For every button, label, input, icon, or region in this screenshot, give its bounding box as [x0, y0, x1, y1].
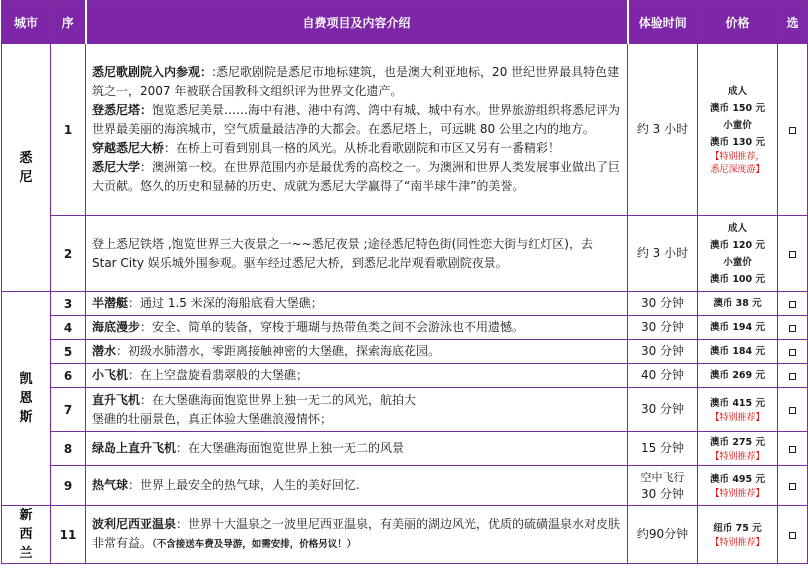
price-cell: 澳币 184 元 — [698, 340, 778, 364]
item-title: 海底漫步 — [92, 320, 141, 334]
desc-cell — [86, 216, 628, 292]
time-cell: 30 分钟 — [628, 292, 698, 316]
item-title: 悉尼歌剧院入内参观： — [92, 65, 213, 79]
price-cell — [698, 432, 778, 466]
price-cell — [698, 216, 778, 292]
time-line: 空中飞行 — [640, 470, 685, 484]
time-cell: 40 分钟 — [628, 364, 698, 388]
item-text: 登上悉尼铁塔 ,饱览世界三大夜景之一~~悉尼夜景 ;途径悉尼特色街(同性恋大街与红灯区)，去 Star City 娱乐城外围参观。驱车经过悉尼大桥，到悉尼北岸观看歌剧院夜景。 — [92, 236, 593, 270]
city-cell-nz: 新西兰 — [2, 506, 51, 564]
header-desc: 自费项目及内容介绍 — [86, 1, 628, 44]
adult-price: 澳币 120 元 — [710, 239, 765, 251]
price-cell: 澳币 38 元 — [698, 292, 778, 316]
item-text: ：在大堡礁海面饱览世界上独一无二的风光，航拍大 — [140, 392, 417, 407]
price-value: 纽币 75 元 — [713, 522, 762, 534]
desc-cell — [86, 388, 628, 432]
item-title: 半潜艇 — [92, 296, 129, 310]
time-cell: 30 分钟 — [628, 340, 698, 364]
seq-cell: 8 — [51, 432, 86, 466]
item-text: ：安全、简单的装备，穿梭于珊瑚与热带鱼类之间不会游泳也不用遗憾。 — [140, 320, 525, 334]
child-label: 小童价 — [723, 256, 752, 268]
desc-cell — [86, 364, 628, 388]
recommend-badge: 【特别推荐， — [710, 151, 765, 162]
recommend-badge: 【特别推荐】 — [710, 412, 765, 423]
select-checkbox[interactable] — [789, 373, 796, 380]
table-row — [2, 506, 808, 564]
desc-cell — [86, 340, 628, 364]
child-label: 小童价 — [723, 119, 752, 131]
city-cell-sydney: 悉尼 — [2, 44, 51, 292]
select-checkbox[interactable] — [789, 446, 796, 453]
seq-cell: 9 — [51, 466, 86, 506]
header-seq: 序 — [51, 1, 86, 44]
select-cell — [778, 466, 808, 506]
desc-cell — [86, 292, 628, 316]
price-value: 澳币 495 元 — [710, 473, 765, 485]
seq-cell: 3 — [51, 292, 86, 316]
time-cell: 约 3 小时 — [628, 216, 698, 292]
header-city: 城市 — [2, 1, 51, 44]
desc-cell — [86, 432, 628, 466]
select-checkbox[interactable] — [789, 349, 796, 356]
item-text: :悉尼歌剧院是悉尼市地标建筑，也是澳大利亚地标，20 世纪世界最具特色建筑之一，2007 年被联合国教科文组织评为世界文化遗产。 — [92, 65, 620, 98]
price-value: 澳币 275 元 — [710, 436, 765, 448]
price-cell — [698, 506, 778, 564]
time-cell: 30 分钟 — [628, 316, 698, 340]
item-title: 绿岛上直升飞机 — [92, 441, 177, 455]
item-text: ：世界上最安全的热气球，人生的美好回忆. — [128, 478, 360, 492]
select-checkbox[interactable] — [789, 532, 796, 539]
select-cell — [778, 506, 808, 564]
desc-cell — [86, 44, 628, 216]
child-price: 澳币 100 元 — [710, 273, 765, 285]
item-text: 堡礁的壮丽景色，真正体验大堡礁浪漫情怀； — [92, 411, 333, 426]
recommend-badge: 【特别推荐】 — [710, 451, 765, 462]
item-text: ：初级水肺潜水，零距离接触神密的大堡礁，探索海底花园。 — [116, 344, 441, 358]
table-row — [2, 316, 808, 340]
table-row — [2, 216, 808, 292]
select-checkbox[interactable] — [789, 483, 796, 490]
price-cell — [698, 44, 778, 216]
item-title: 潜水 — [92, 344, 117, 358]
time-line: 30 分钟 — [640, 486, 685, 501]
item-title: 登悉尼塔： — [92, 103, 153, 117]
price-cell — [698, 388, 778, 432]
select-cell — [778, 388, 808, 432]
select-checkbox[interactable] — [789, 127, 796, 134]
item-text: ：在上空盘旋看翡翠般的大堡礁； — [128, 368, 309, 382]
select-cell — [778, 44, 808, 216]
item-text: ：澳洲第一校。在世界范围内亦是最优秀的高校之一。为澳洲和世界人类发展事业做出了巨大贡献。悠久的历史和显赫的历史、成就为悉尼大学赢得了“南半球牛津”的美誉。 — [92, 160, 621, 193]
item-title: 波利尼西亚温泉 — [92, 517, 177, 531]
table-row — [2, 432, 808, 466]
price-cell: 澳币 194 元 — [698, 316, 778, 340]
select-cell — [778, 364, 808, 388]
time-cell: 30 分钟 — [628, 388, 698, 432]
table-row — [2, 466, 808, 506]
item-title: 穿越悉尼大桥 — [92, 141, 165, 155]
seq-cell: 6 — [51, 364, 86, 388]
time-cell: 约90分钟 — [628, 506, 698, 564]
city-cell-cairns: 凯恩斯 — [2, 292, 51, 506]
desc-cell — [86, 466, 628, 506]
select-cell — [778, 340, 808, 364]
adult-label: 成人 — [727, 85, 747, 97]
select-checkbox[interactable] — [789, 251, 796, 258]
time-cell: 约 3 小时 — [628, 44, 698, 216]
item-title: 悉尼大学 — [92, 160, 141, 174]
select-checkbox[interactable] — [789, 407, 796, 414]
table-row — [2, 44, 808, 216]
select-checkbox[interactable] — [789, 301, 796, 308]
seq-cell: 4 — [51, 316, 86, 340]
item-text: ：在大堡礁海面饱览世界上独一无二的风景 — [176, 441, 405, 455]
time-cell: 15 分钟 — [628, 432, 698, 466]
header-time: 体验时间 — [628, 1, 698, 44]
seq-cell: 2 — [51, 216, 86, 292]
select-cell — [778, 216, 808, 292]
item-title: 直升飞机 — [92, 392, 141, 407]
seq-cell: 11 — [51, 506, 86, 564]
table-row — [2, 388, 808, 432]
seq-cell: 1 — [51, 44, 86, 216]
table-row — [2, 364, 808, 388]
tour-price-table — [1, 0, 808, 564]
recommend-badge: 【特别推荐】 — [710, 537, 765, 548]
table-row — [2, 292, 808, 316]
recommend-badge: 【特别推荐】 — [710, 488, 765, 499]
item-text: ：在桥上可看到别具一格的风光。从桥北看歌剧院和市区又另有一番精彩！ — [164, 141, 561, 155]
header-select: 选 — [778, 1, 808, 44]
header-row — [2, 1, 808, 44]
price-value: 澳币 415 元 — [710, 397, 765, 409]
seq-cell: 5 — [51, 340, 86, 364]
recommend-badge: 悉尼深度游】 — [710, 164, 765, 175]
price-cell: 澳币 269 元 — [698, 364, 778, 388]
seq-cell: 7 — [51, 388, 86, 432]
select-cell — [778, 432, 808, 466]
item-text: ：通过 1.5 米深的海船底看大堡礁； — [128, 296, 323, 310]
time-cell — [628, 466, 698, 506]
desc-cell — [86, 506, 628, 564]
child-price: 澳币 130 元 — [710, 136, 765, 148]
desc-cell — [86, 316, 628, 340]
select-cell — [778, 316, 808, 340]
price-cell — [698, 466, 778, 506]
item-text: ：世界十大温泉之一波里尼西亚温泉，有美丽的湖边风光，优质的硫磺温泉水对皮肤非常有益。 — [92, 517, 621, 550]
select-cell — [778, 292, 808, 316]
adult-label: 成人 — [727, 222, 747, 234]
item-text: 饱览悉尼美景……海中有港、港中有湾、湾中有城、城中有水。世界旅游组织将悉尼评为世界最美丽的海滨城市，空气质量最洁净的大都会。在悉尼塔上，可远眺 80 公里之内的地方。 — [92, 103, 621, 136]
table-row — [2, 340, 808, 364]
adult-price: 澳币 150 元 — [710, 102, 765, 114]
item-note: （不含接送车费及导游，如需安排，价格另议！） — [152, 539, 357, 550]
header-price: 价格 — [698, 1, 778, 44]
item-title: 热气球 — [92, 478, 129, 492]
item-title: 小飞机 — [92, 368, 129, 382]
select-checkbox[interactable] — [789, 325, 796, 332]
